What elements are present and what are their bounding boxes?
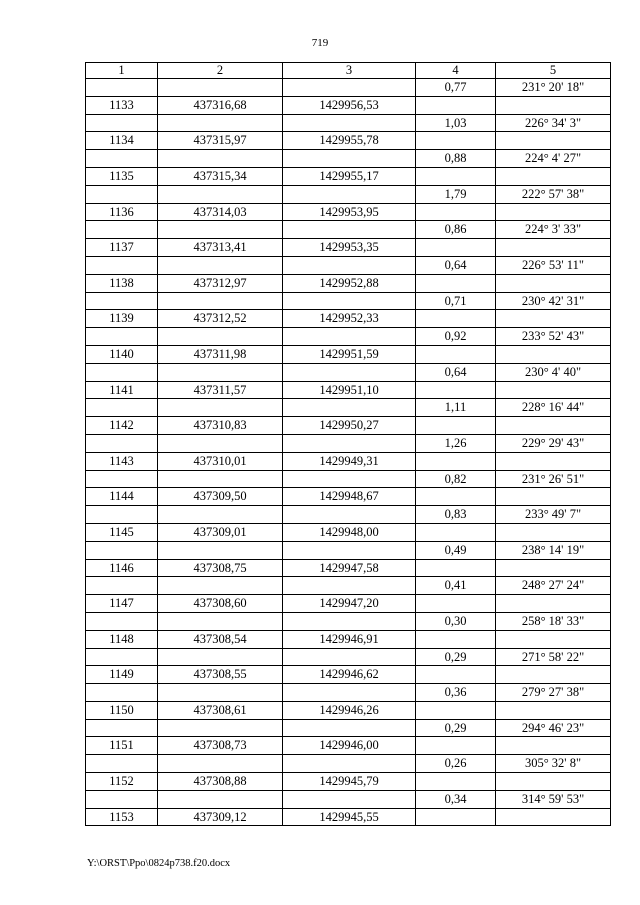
point-number-cell	[86, 363, 158, 381]
direction-angle-cell	[496, 132, 611, 150]
table-row	[86, 399, 611, 417]
y-coordinate-cell	[283, 114, 416, 132]
x-coordinate-cell: 437311,98	[158, 345, 283, 363]
table-row	[86, 150, 611, 168]
point-number-cell	[86, 79, 158, 97]
x-coordinate-cell: 437315,97	[158, 132, 283, 150]
point-number-cell: 1137	[86, 239, 158, 257]
direction-angle-cell: 226° 53' 11"	[496, 256, 611, 274]
distance-cell: 0,71	[416, 292, 496, 310]
x-coordinate-cell: 437308,75	[158, 559, 283, 577]
x-coordinate-cell: 437309,12	[158, 808, 283, 826]
point-number-cell	[86, 755, 158, 773]
point-number-cell: 1147	[86, 595, 158, 613]
point-number-cell	[86, 434, 158, 452]
direction-angle-cell: 229° 29' 43"	[496, 434, 611, 452]
point-number-cell: 1138	[86, 274, 158, 292]
point-number-cell	[86, 541, 158, 559]
y-coordinate-cell	[283, 470, 416, 488]
page-number: 719	[311, 37, 329, 49]
direction-angle-cell: 271° 58' 22"	[496, 648, 611, 666]
y-coordinate-cell	[283, 256, 416, 274]
y-coordinate-cell: 1429955,17	[283, 167, 416, 185]
x-coordinate-cell: 437308,61	[158, 701, 283, 719]
point-number-cell	[86, 328, 158, 346]
distance-cell: 1,26	[416, 434, 496, 452]
point-number-cell: 1135	[86, 167, 158, 185]
direction-angle-cell	[496, 488, 611, 506]
y-coordinate-cell: 1429953,95	[283, 203, 416, 221]
table-row	[86, 292, 611, 310]
x-coordinate-cell	[158, 79, 283, 97]
x-coordinate-cell: 437308,88	[158, 773, 283, 791]
y-coordinate-cell: 1429951,10	[283, 381, 416, 399]
direction-angle-cell: 314° 59' 53"	[496, 790, 611, 808]
direction-angle-cell	[496, 96, 611, 114]
distance-cell	[416, 701, 496, 719]
y-coordinate-cell	[283, 79, 416, 97]
point-number-cell	[86, 221, 158, 239]
table-header-row	[86, 63, 611, 79]
y-coordinate-cell	[283, 363, 416, 381]
point-number-cell: 1153	[86, 808, 158, 826]
distance-cell	[416, 630, 496, 648]
y-coordinate-cell	[283, 684, 416, 702]
x-coordinate-cell: 437313,41	[158, 239, 283, 257]
y-coordinate-cell: 1429955,78	[283, 132, 416, 150]
direction-angle-cell: 224° 3' 33"	[496, 221, 611, 239]
y-coordinate-cell	[283, 185, 416, 203]
table-row	[86, 612, 611, 630]
table-row	[86, 328, 611, 346]
y-coordinate-cell: 1429952,33	[283, 310, 416, 328]
table-row	[86, 737, 611, 755]
distance-cell	[416, 239, 496, 257]
point-number-cell: 1143	[86, 452, 158, 470]
distance-cell: 1,11	[416, 399, 496, 417]
table-row	[86, 256, 611, 274]
distance-cell	[416, 773, 496, 791]
y-coordinate-cell	[283, 150, 416, 168]
y-coordinate-cell	[283, 719, 416, 737]
x-coordinate-cell	[158, 150, 283, 168]
distance-cell: 0,64	[416, 256, 496, 274]
y-coordinate-cell	[283, 541, 416, 559]
point-number-cell	[86, 256, 158, 274]
table-row	[86, 79, 611, 97]
y-coordinate-cell: 1429952,88	[283, 274, 416, 292]
y-coordinate-cell: 1429947,20	[283, 595, 416, 613]
direction-angle-cell	[496, 239, 611, 257]
direction-angle-cell	[496, 808, 611, 826]
point-number-cell	[86, 790, 158, 808]
direction-angle-cell	[496, 345, 611, 363]
table-row	[86, 773, 611, 791]
table-row	[86, 648, 611, 666]
x-coordinate-cell	[158, 648, 283, 666]
distance-cell	[416, 381, 496, 399]
y-coordinate-cell	[283, 399, 416, 417]
y-coordinate-cell	[283, 648, 416, 666]
distance-cell: 0,64	[416, 363, 496, 381]
x-coordinate-cell	[158, 221, 283, 239]
table-row	[86, 114, 611, 132]
x-coordinate-cell	[158, 719, 283, 737]
point-number-cell: 1140	[86, 345, 158, 363]
x-coordinate-cell	[158, 292, 283, 310]
direction-angle-cell	[496, 595, 611, 613]
distance-cell: 0,86	[416, 221, 496, 239]
distance-cell	[416, 559, 496, 577]
x-coordinate-cell	[158, 399, 283, 417]
direction-angle-cell	[496, 310, 611, 328]
direction-angle-cell	[496, 701, 611, 719]
point-number-cell: 1145	[86, 523, 158, 541]
table-row	[86, 630, 611, 648]
x-coordinate-cell	[158, 541, 283, 559]
point-number-cell: 1133	[86, 96, 158, 114]
distance-cell: 1,03	[416, 114, 496, 132]
x-coordinate-cell	[158, 328, 283, 346]
column-header-1: 1	[86, 63, 158, 79]
table-row	[86, 203, 611, 221]
y-coordinate-cell	[283, 434, 416, 452]
direction-angle-cell: 233° 49' 7"	[496, 506, 611, 524]
y-coordinate-cell: 1429946,00	[283, 737, 416, 755]
x-coordinate-cell	[158, 434, 283, 452]
x-coordinate-cell	[158, 612, 283, 630]
y-coordinate-cell: 1429948,67	[283, 488, 416, 506]
y-coordinate-cell: 1429949,31	[283, 452, 416, 470]
distance-cell: 0,29	[416, 648, 496, 666]
direction-angle-cell	[496, 559, 611, 577]
distance-cell: 0,92	[416, 328, 496, 346]
x-coordinate-cell	[158, 114, 283, 132]
direction-angle-cell: 231° 26' 51"	[496, 470, 611, 488]
distance-cell: 0,82	[416, 470, 496, 488]
table-row	[86, 701, 611, 719]
table-row	[86, 808, 611, 826]
direction-angle-cell	[496, 452, 611, 470]
point-number-cell	[86, 114, 158, 132]
x-coordinate-cell: 437310,01	[158, 452, 283, 470]
distance-cell	[416, 488, 496, 506]
x-coordinate-cell: 437314,03	[158, 203, 283, 221]
distance-cell: 0,41	[416, 577, 496, 595]
y-coordinate-cell	[283, 577, 416, 595]
y-coordinate-cell: 1429950,27	[283, 417, 416, 435]
distance-cell: 0,49	[416, 541, 496, 559]
point-number-cell: 1146	[86, 559, 158, 577]
direction-angle-cell: 233° 52' 43"	[496, 328, 611, 346]
distance-cell	[416, 203, 496, 221]
direction-angle-cell	[496, 666, 611, 684]
x-coordinate-cell: 437311,57	[158, 381, 283, 399]
column-header-3: 3	[283, 63, 416, 79]
table-row	[86, 541, 611, 559]
footer-file-path: Y:\ORST\Ppo\0824p738.f20.docx	[87, 858, 231, 869]
direction-angle-cell	[496, 773, 611, 791]
x-coordinate-cell	[158, 684, 283, 702]
y-coordinate-cell: 1429951,59	[283, 345, 416, 363]
x-coordinate-cell	[158, 256, 283, 274]
y-coordinate-cell	[283, 612, 416, 630]
point-number-cell: 1134	[86, 132, 158, 150]
table-row	[86, 274, 611, 292]
direction-angle-cell: 231° 20' 18"	[496, 79, 611, 97]
direction-angle-cell: 238° 14' 19"	[496, 541, 611, 559]
point-number-cell: 1151	[86, 737, 158, 755]
x-coordinate-cell: 437308,73	[158, 737, 283, 755]
distance-cell	[416, 452, 496, 470]
table-row	[86, 363, 611, 381]
table-row	[86, 96, 611, 114]
x-coordinate-cell	[158, 363, 283, 381]
point-number-cell	[86, 684, 158, 702]
y-coordinate-cell: 1429947,58	[283, 559, 416, 577]
direction-angle-cell: 230° 4' 40"	[496, 363, 611, 381]
x-coordinate-cell	[158, 790, 283, 808]
x-coordinate-cell	[158, 755, 283, 773]
y-coordinate-cell: 1429945,79	[283, 773, 416, 791]
coordinates-table	[85, 62, 611, 826]
y-coordinate-cell: 1429946,91	[283, 630, 416, 648]
distance-cell	[416, 595, 496, 613]
point-number-cell	[86, 399, 158, 417]
direction-angle-cell: 279° 27' 38"	[496, 684, 611, 702]
table-row	[86, 185, 611, 203]
table-row	[86, 417, 611, 435]
point-number-cell	[86, 612, 158, 630]
table-row	[86, 559, 611, 577]
table-row	[86, 132, 611, 150]
table-row	[86, 595, 611, 613]
direction-angle-cell: 230° 42' 31"	[496, 292, 611, 310]
direction-angle-cell: 258° 18' 33"	[496, 612, 611, 630]
distance-cell	[416, 523, 496, 541]
y-coordinate-cell: 1429945,55	[283, 808, 416, 826]
direction-angle-cell	[496, 630, 611, 648]
y-coordinate-cell: 1429946,62	[283, 666, 416, 684]
distance-cell: 0,77	[416, 79, 496, 97]
distance-cell: 0,36	[416, 684, 496, 702]
direction-angle-cell	[496, 417, 611, 435]
table-row	[86, 488, 611, 506]
point-number-cell: 1141	[86, 381, 158, 399]
direction-angle-cell: 305° 32' 8"	[496, 755, 611, 773]
point-number-cell: 1139	[86, 310, 158, 328]
table-row	[86, 167, 611, 185]
x-coordinate-cell: 437309,01	[158, 523, 283, 541]
distance-cell: 1,79	[416, 185, 496, 203]
distance-cell: 0,88	[416, 150, 496, 168]
x-coordinate-cell: 437308,60	[158, 595, 283, 613]
distance-cell	[416, 310, 496, 328]
point-number-cell: 1144	[86, 488, 158, 506]
direction-angle-cell: 224° 4' 27"	[496, 150, 611, 168]
table-row	[86, 506, 611, 524]
point-number-cell	[86, 150, 158, 168]
point-number-cell	[86, 648, 158, 666]
table-row	[86, 452, 611, 470]
x-coordinate-cell	[158, 185, 283, 203]
point-number-cell	[86, 719, 158, 737]
x-coordinate-cell	[158, 506, 283, 524]
column-header-2: 2	[158, 63, 283, 79]
direction-angle-cell: 226° 34' 3"	[496, 114, 611, 132]
table-body	[86, 79, 611, 826]
distance-cell	[416, 274, 496, 292]
direction-angle-cell	[496, 381, 611, 399]
x-coordinate-cell: 437308,55	[158, 666, 283, 684]
point-number-cell	[86, 292, 158, 310]
point-number-cell: 1136	[86, 203, 158, 221]
direction-angle-cell	[496, 167, 611, 185]
column-header-5: 5	[496, 63, 611, 79]
x-coordinate-cell: 437309,50	[158, 488, 283, 506]
table-row	[86, 523, 611, 541]
point-number-cell: 1152	[86, 773, 158, 791]
direction-angle-cell	[496, 203, 611, 221]
direction-angle-cell: 294° 46' 23"	[496, 719, 611, 737]
y-coordinate-cell	[283, 790, 416, 808]
distance-cell	[416, 167, 496, 185]
distance-cell	[416, 417, 496, 435]
y-coordinate-cell: 1429956,53	[283, 96, 416, 114]
y-coordinate-cell	[283, 221, 416, 239]
x-coordinate-cell: 437312,97	[158, 274, 283, 292]
distance-cell	[416, 666, 496, 684]
direction-angle-cell	[496, 737, 611, 755]
table-row	[86, 666, 611, 684]
table-row	[86, 221, 611, 239]
table-row	[86, 470, 611, 488]
distance-cell	[416, 96, 496, 114]
direction-angle-cell	[496, 523, 611, 541]
x-coordinate-cell: 437308,54	[158, 630, 283, 648]
x-coordinate-cell	[158, 577, 283, 595]
point-number-cell	[86, 506, 158, 524]
distance-cell: 0,26	[416, 755, 496, 773]
distance-cell: 0,83	[416, 506, 496, 524]
y-coordinate-cell	[283, 292, 416, 310]
distance-cell	[416, 808, 496, 826]
point-number-cell: 1148	[86, 630, 158, 648]
y-coordinate-cell	[283, 755, 416, 773]
table-row	[86, 381, 611, 399]
point-number-cell	[86, 185, 158, 203]
point-number-cell	[86, 470, 158, 488]
table-row	[86, 755, 611, 773]
x-coordinate-cell: 437312,52	[158, 310, 283, 328]
direction-angle-cell: 228° 16' 44"	[496, 399, 611, 417]
x-coordinate-cell: 437316,68	[158, 96, 283, 114]
column-header-4: 4	[416, 63, 496, 79]
distance-cell	[416, 737, 496, 755]
x-coordinate-cell: 437310,83	[158, 417, 283, 435]
table-row	[86, 310, 611, 328]
table-row	[86, 345, 611, 363]
table-row	[86, 719, 611, 737]
distance-cell: 0,29	[416, 719, 496, 737]
y-coordinate-cell: 1429948,00	[283, 523, 416, 541]
direction-angle-cell: 248° 27' 24"	[496, 577, 611, 595]
distance-cell	[416, 132, 496, 150]
direction-angle-cell: 222° 57' 38"	[496, 185, 611, 203]
distance-cell: 0,30	[416, 612, 496, 630]
y-coordinate-cell: 1429946,26	[283, 701, 416, 719]
y-coordinate-cell	[283, 328, 416, 346]
direction-angle-cell	[496, 274, 611, 292]
table-row	[86, 790, 611, 808]
point-number-cell: 1142	[86, 417, 158, 435]
distance-cell: 0,34	[416, 790, 496, 808]
point-number-cell	[86, 577, 158, 595]
y-coordinate-cell	[283, 506, 416, 524]
x-coordinate-cell	[158, 470, 283, 488]
y-coordinate-cell: 1429953,35	[283, 239, 416, 257]
table-row	[86, 239, 611, 257]
table-row	[86, 577, 611, 595]
point-number-cell: 1149	[86, 666, 158, 684]
table-row	[86, 434, 611, 452]
point-number-cell: 1150	[86, 701, 158, 719]
distance-cell	[416, 345, 496, 363]
x-coordinate-cell: 437315,34	[158, 167, 283, 185]
table-row	[86, 684, 611, 702]
